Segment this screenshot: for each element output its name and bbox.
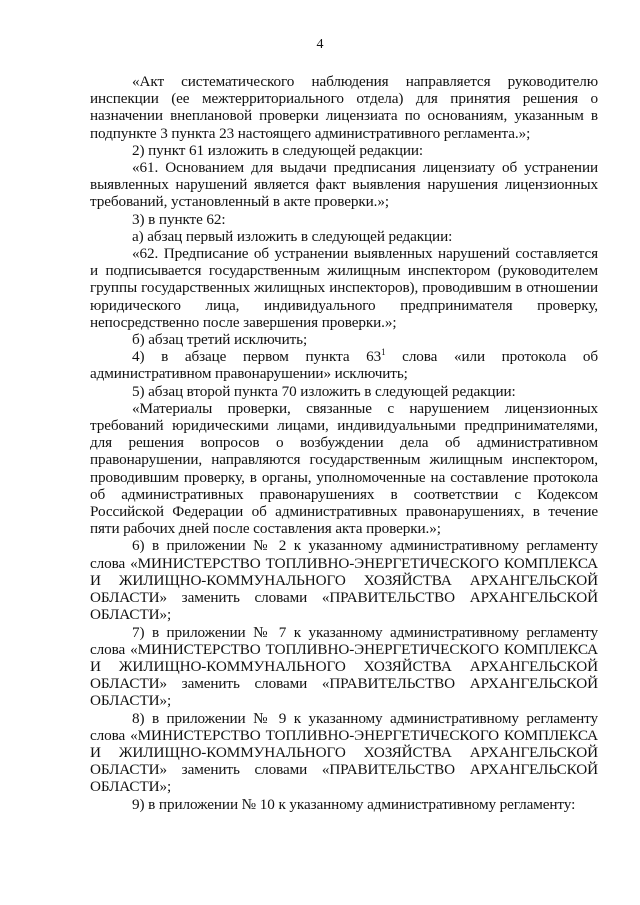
paragraph: 8) в приложении № 9 к указанному административному регламенту слова «МИНИСТЕРСТВО ТОПЛИВНО-ЭНЕРГЕТИЧЕСКОГО КОМПЛЕКСА И ЖИЛИЩНО-КОММУНАЛЬНОГО ХОЗЯЙСТВА АРХАНГЕЛЬСКОЙ ОБЛАСТИ» заменить словами «ПРАВИТЕЛЬСТВО АРХАНГЕЛЬСКОЙ ОБЛАСТИ»; — [90, 709, 598, 796]
item4-superscript: 1 — [381, 347, 386, 358]
paragraph: «61. Основанием для выдачи предписания лицензиату об устранении выявленных нарушений является факт выявления нарушения лицензионных требований, установленный в акте проверки.»; — [90, 159, 598, 211]
paragraph: а) абзац первый изложить в следующей редакции: — [132, 227, 453, 245]
paragraph: 3) в пункте 62: — [132, 210, 226, 228]
paragraph: 6) в приложении № 2 к указанному административному регламенту слова «МИНИСТЕРСТВО ТОПЛИВНО-ЭНЕРГЕТИЧЕСКОГО КОМПЛЕКСА И ЖИЛИЩНО-КОММУНАЛЬНОГО ХОЗЯЙСТВА АРХАНГЕЛЬСКОЙ ОБЛАСТИ» заменить словами «ПРАВИТЕЛЬСТВО АРХАНГЕЛЬСКОЙ ОБЛАСТИ»; — [90, 537, 598, 624]
item4-text-after: слова «или протокола об административном правонарушении» исключить; — [90, 348, 598, 383]
document-body — [90, 73, 598, 813]
paragraph: «Акт систематического наблюдения направляется руководителю инспекции (ее межтерриториального отдела) для принятия решения о назначении внеплановой проверки лицензиата по основаниям, указанным в подпункте 3 пункта 23 настоящего административного регламента.»; — [90, 73, 598, 142]
paragraph: 9) в приложении № 10 к указанному административному регламенту: — [132, 795, 576, 813]
paragraph: «62. Предписание об устранении выявленных нарушений составляется и подписывается государственным жилищным инспектором (руководителем группы государственных жилищных инспекторов), проводившим в отношении юридического лица, индивидуального предпринимателя проверку, непосредственно после завершения проверки.»; — [90, 245, 598, 331]
page-number: 4 — [316, 37, 324, 52]
paragraph: б) абзац третий исключить; — [132, 331, 308, 349]
paragraph-item-4 — [90, 348, 598, 382]
paragraph: «Материалы проверки, связанные с нарушением лицензионных требований юридическими лицами, индивидуальными предпринимателями, для решения вопросов о возбуждении дела об административном правонарушении, направляются государственным жилищным инспектором, проводившим проверку, в органы, уполномоченные на составление протокола об административных правонарушениях в соответствии с Кодексом Российской Федерации об административных правонарушениях, в течение пяти рабочих дней после составления акта проверки.»; — [90, 399, 598, 538]
item4-text-before: 4) в абзаце первом пункта 63 — [132, 348, 382, 366]
paragraph: 2) пункт 61 изложить в следующей редакции: — [132, 141, 424, 159]
paragraph: 5) абзац второй пункта 70 изложить в следующей редакции: — [132, 382, 516, 400]
paragraph: 7) в приложении № 7 к указанному административному регламенту слова «МИНИСТЕРСТВО ТОПЛИВНО-ЭНЕРГЕТИЧЕСКОГО КОМПЛЕКСА И ЖИЛИЩНО-КОММУНАЛЬНОГО ХОЗЯЙСТВА АРХАНГЕЛЬСКОЙ ОБЛАСТИ» заменить словами «ПРАВИТЕЛЬСТВО АРХАНГЕЛЬСКОЙ ОБЛАСТИ»; — [90, 623, 598, 710]
